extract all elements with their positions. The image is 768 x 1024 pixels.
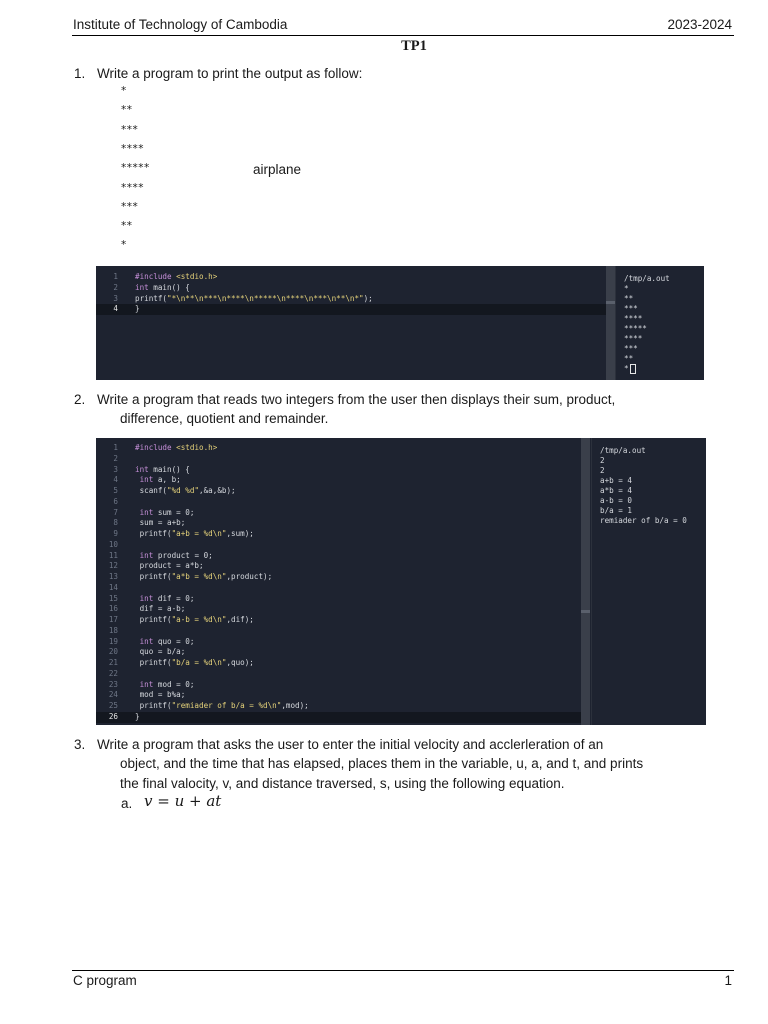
line-number: 3 <box>113 293 118 303</box>
question-2-number: 2. <box>74 392 86 407</box>
star-row: *** <box>121 123 139 136</box>
code-panel-1 <box>96 266 704 380</box>
side-note: airplane <box>253 162 302 177</box>
sub-item-label: a. <box>121 796 133 811</box>
line-number: 25 <box>108 701 118 710</box>
code-line[interactable] <box>96 626 581 637</box>
code-text: printf("a*b = %d\n",product); <box>135 572 273 581</box>
code-line[interactable] <box>96 486 581 497</box>
output-line: ** <box>624 294 634 303</box>
code-line[interactable] <box>96 583 581 594</box>
star-row: * <box>121 85 127 97</box>
code-line[interactable] <box>96 272 606 283</box>
code-line[interactable] <box>96 712 581 723</box>
code-text: } <box>135 304 140 314</box>
code-line[interactable] <box>96 680 581 691</box>
line-number: 22 <box>108 668 118 678</box>
code-line[interactable] <box>96 594 581 605</box>
code-text: int main() { <box>135 464 190 474</box>
code-line[interactable] <box>96 508 581 519</box>
code-line[interactable] <box>96 529 581 540</box>
code-text: int mod = 0; <box>139 679 195 689</box>
code-text: quo = b/a; <box>135 647 186 657</box>
star-row: * <box>121 239 127 252</box>
line-number: 4 <box>113 304 118 314</box>
page-title: TP1 <box>401 38 427 54</box>
code-line[interactable] <box>96 540 581 551</box>
line-number: 23 <box>108 679 118 689</box>
question-2-text-line-1: Write a program that reads two integers from the user then displays their sum, product, <box>97 392 616 407</box>
output-line: /tmp/a.out <box>624 274 670 283</box>
line-number: 2 <box>113 453 118 463</box>
output-line: **** <box>624 334 643 343</box>
code-line[interactable] <box>96 518 581 529</box>
output-line: a*b = 4 <box>600 486 633 495</box>
scrollbar-thumb-2[interactable] <box>581 610 590 613</box>
code-line[interactable] <box>96 465 581 476</box>
line-number: 2 <box>113 282 118 292</box>
line-number: 16 <box>108 604 118 614</box>
code-line[interactable] <box>96 637 581 648</box>
code-line[interactable] <box>96 443 581 454</box>
question-3-number: 3. <box>74 737 86 752</box>
footer-rule <box>72 970 734 971</box>
star-row: **** <box>121 142 144 155</box>
output-line: b/a = 1 <box>600 506 633 515</box>
output-console-1 <box>615 266 704 380</box>
code-text: printf("a-b = %d\n",dif); <box>135 615 254 624</box>
line-number: 11 <box>108 550 118 560</box>
terminal-cursor <box>630 364 636 374</box>
code-text: printf("b/a = %d\n",quo); <box>135 658 254 667</box>
code-text: #include <stdio.h> <box>135 443 218 452</box>
header-rule <box>72 35 734 36</box>
code-line[interactable] <box>96 669 581 680</box>
line-number: 14 <box>108 582 118 592</box>
star-row: **** <box>121 181 144 194</box>
code-line[interactable] <box>96 294 606 305</box>
output-line: /tmp/a.out <box>600 446 646 455</box>
line-number: 13 <box>108 572 118 581</box>
code-text: scanf("%d %d",&a,&b); <box>135 486 236 495</box>
code-text: } <box>135 711 140 721</box>
line-number: 12 <box>108 561 118 571</box>
line-number: 26 <box>108 711 118 721</box>
footer-course: C program <box>73 973 137 988</box>
line-number: 21 <box>108 658 118 667</box>
output-line: a-b = 0 <box>600 496 633 505</box>
line-number: 18 <box>108 625 118 635</box>
code-text: int quo = 0; <box>139 636 195 646</box>
question-2-text-line-2: difference, quotient and remainder. <box>120 411 329 426</box>
output-line: remiader of b/a = 0 <box>600 516 687 525</box>
code-text: mod = b%a; <box>135 690 186 700</box>
star-row: ** <box>121 220 133 233</box>
code-line[interactable] <box>96 551 581 562</box>
code-line[interactable] <box>96 304 606 315</box>
output-line: *** <box>624 344 638 353</box>
code-line[interactable] <box>96 604 581 615</box>
output-line: * <box>624 284 629 293</box>
code-line[interactable] <box>96 647 581 658</box>
line-number: 1 <box>113 272 118 281</box>
star-row: ** <box>121 104 133 117</box>
output-line: 2 <box>600 456 605 465</box>
question-1-text: Write a program to print the output as follow: <box>97 66 363 81</box>
code-text: int main() { <box>135 282 190 292</box>
code-editor-1 <box>96 266 606 380</box>
star-row: *** <box>121 200 139 213</box>
line-number: 20 <box>108 647 118 657</box>
code-text: int a, b; <box>139 475 181 485</box>
output-line: * <box>624 364 636 374</box>
line-number: 19 <box>108 636 118 646</box>
output-line: **** <box>624 314 643 323</box>
line-number: 15 <box>108 593 118 603</box>
code-text: int sum = 0; <box>139 507 195 517</box>
header-institute: Institute of Technology of Cambodia <box>73 17 288 32</box>
code-line[interactable] <box>96 497 581 508</box>
code-text: printf("remiader of b/a = %d\n",mod); <box>135 701 309 710</box>
star-row: ***** <box>121 162 150 175</box>
code-line[interactable] <box>96 615 581 626</box>
line-number: 3 <box>113 464 118 474</box>
code-panel-2 <box>96 438 706 725</box>
code-text: int dif = 0; <box>139 593 195 603</box>
code-line[interactable] <box>96 561 581 572</box>
code-text: printf("*\n**\n***\n****\n*****\n****\n***\n**\n*"); <box>135 293 373 303</box>
code-text: dif = a-b; <box>135 604 186 614</box>
code-line[interactable] <box>96 690 581 701</box>
output-line: ***** <box>624 324 647 333</box>
code-text: printf("a+b = %d\n",sum); <box>135 529 254 538</box>
code-line[interactable] <box>96 572 581 583</box>
line-number: 10 <box>108 539 118 549</box>
output-console-2 <box>591 438 706 725</box>
line-number: 6 <box>113 496 118 506</box>
question-3-text-line-2: object, and the time that has elapsed, places them in the variable, u, a, and t, and prints <box>120 756 644 771</box>
equation: v = u + at <box>144 792 222 810</box>
code-line[interactable] <box>96 283 606 294</box>
line-number: 9 <box>113 529 118 538</box>
question-3-text-line-1: Write a program that asks the user to enter the initial velocity and acclerleration of an <box>97 737 604 752</box>
code-line[interactable] <box>96 454 581 465</box>
line-number: 7 <box>113 507 118 517</box>
output-line: a+b = 4 <box>600 476 633 485</box>
line-number: 17 <box>108 615 118 624</box>
footer-page-number: 1 <box>724 973 732 988</box>
output-line: ** <box>624 354 634 363</box>
question-3-text-line-3: the final valocity, v, and distance traversed, s, using the following equation. <box>120 776 565 791</box>
scrollbar-thumb-1[interactable] <box>606 301 615 304</box>
code-line[interactable] <box>96 475 581 486</box>
editor-scrollbar-1[interactable] <box>606 266 615 380</box>
code-line[interactable] <box>96 701 581 712</box>
line-number: 8 <box>113 518 118 528</box>
code-text: #include <stdio.h> <box>135 272 218 281</box>
code-text: int product = 0; <box>139 550 213 560</box>
code-text: product = a*b; <box>135 561 204 571</box>
line-number: 1 <box>113 443 118 452</box>
output-line: *** <box>624 304 638 313</box>
header-year: 2023-2024 <box>667 17 732 32</box>
code-editor-2 <box>96 438 581 725</box>
question-1-number: 1. <box>74 66 86 81</box>
code-text: sum = a+b; <box>135 518 186 528</box>
output-line: 2 <box>600 466 605 475</box>
line-number: 5 <box>113 486 118 495</box>
editor-scrollbar-2[interactable] <box>581 438 590 725</box>
code-line[interactable] <box>96 658 581 669</box>
line-number: 4 <box>113 475 118 485</box>
line-number: 24 <box>108 690 118 700</box>
